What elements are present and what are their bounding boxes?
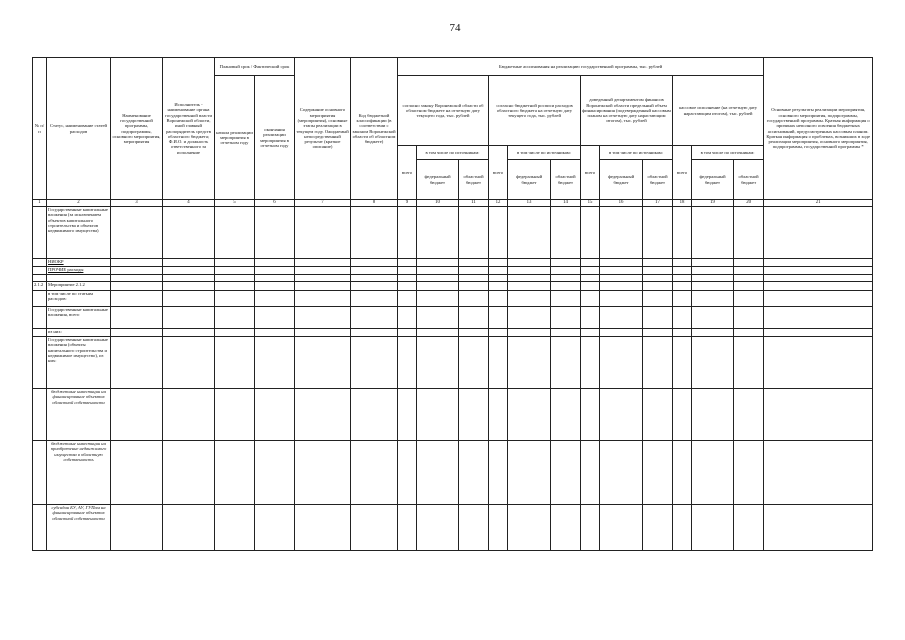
header-incl-list: в том числе по источникам:: [508, 146, 581, 160]
header-regional-law: областной бюджет: [459, 160, 489, 200]
header-content: Содержание основного мероприятия (мероприятия), основные этапы реализации в текущем году. Ожидаемый непосредственный результат (краткое описание): [295, 58, 351, 200]
header-cash: кассовое исполнение (на отчетную дату нарастающим итогом), тыс. рублей: [673, 76, 764, 146]
header-law: согласно закону Воронежской области об областном бюджете на отчетную дату текущего года, тыс. рублей: [398, 76, 489, 146]
header-no: № п/п: [33, 58, 47, 200]
column-number: 11: [459, 200, 489, 207]
row-number: 2.1.2: [33, 282, 47, 291]
header-federal-list: федеральный бюджет: [508, 160, 551, 200]
header-incl-financed: в том числе по источникам:: [600, 146, 673, 160]
row-number: [33, 259, 47, 267]
row-label: субсидии БУ, АУ, ГУПам на финансирование объектов областной собственности: [47, 505, 111, 551]
column-numbers-row: [33, 200, 873, 207]
table-row: [33, 389, 873, 441]
row-label: НИОКР: [47, 259, 111, 267]
table-row: [33, 207, 873, 259]
row-label: ПРОЧИЕ расходы: [47, 267, 111, 275]
row-number: [33, 291, 47, 307]
row-label: из них:: [47, 329, 111, 337]
header-executor: Исполнитель - наименование органа государственной власти Воронежской области, иной главный распорядитель средств областного бюджета; Ф.И.О. и должность ответственного за исполнение: [163, 58, 215, 200]
row-label: в том числе по статьям расходов:: [47, 291, 111, 307]
column-number: 13: [508, 200, 551, 207]
header-incl-cash: в том числе по источникам:: [692, 146, 764, 160]
row-number: [33, 441, 47, 505]
header-funds-group: Бюджетные ассигнования на реализацию государственной программы, тыс. рублей: [398, 58, 764, 76]
column-number: 7: [295, 200, 351, 207]
header-end: окончания реализации мероприятия в отчетном году: [255, 76, 295, 200]
column-number: 8: [351, 200, 398, 207]
page-number: 74: [449, 22, 461, 34]
header-regional-financed: областной бюджет: [643, 160, 673, 200]
table-row: [33, 307, 873, 329]
column-number: 19: [692, 200, 734, 207]
table-row: [33, 505, 873, 551]
header-federal-law: федеральный бюджет: [417, 160, 459, 200]
row-number: [33, 329, 47, 337]
header-total-list: всего: [489, 146, 508, 200]
header-list: согласно бюджетной росписи расходов областного бюджета на отчетную дату текущего года, тыс. рублей: [489, 76, 581, 146]
table-row: [33, 282, 873, 291]
column-number: 6: [255, 200, 295, 207]
header-status: Статус, наименование статей расходов: [47, 58, 111, 200]
header-total-law: всего: [398, 146, 417, 200]
header-start: начала реализации мероприятия в отчетном году: [215, 76, 255, 200]
column-number: 20: [734, 200, 764, 207]
row-number: [33, 307, 47, 329]
budget-report-table: [32, 57, 873, 551]
table-row: [33, 441, 873, 505]
column-number: 2: [47, 200, 111, 207]
row-number: [33, 207, 47, 259]
header-program: Наименование государственной программы, подпрограммы, основного мероприятия, мероприятия: [111, 58, 163, 200]
header-kbk: Код бюджетной классификации (в соответствии с законом Воронежской области об областном бюджете): [351, 58, 398, 200]
header-regional-list: областной бюджет: [551, 160, 581, 200]
row-label: бюджетные инвестиции на финансирование объектов областной собственности: [47, 389, 111, 441]
table-row: [33, 259, 873, 267]
header-deadline-group: Плановый срок / Фактический срок: [215, 58, 295, 76]
column-number: 3: [111, 200, 163, 207]
column-number: 14: [551, 200, 581, 207]
header-results: Основные результаты реализации мероприятия, основного мероприятия, подпрограммы, государственной программы. Краткая информация о причинах неполного освоения бюджетных ассигнований, предусмотренных кассовым планом. Краткая информация о проблемах, возникших в ходе реализации мероприятия, основного мероприятия, подпрограммы, государственной программы *: [764, 58, 873, 200]
row-label: Государственные капитальные вложения, всего: [47, 307, 111, 329]
row-label: Государственные капитальные вложения (за исключением объектов капитального строительства и объектов недвижимого имущества): [47, 207, 111, 259]
column-number: 18: [673, 200, 692, 207]
column-number: 15: [581, 200, 600, 207]
row-number: [33, 267, 47, 275]
column-number: 16: [600, 200, 643, 207]
header-federal-cash: федеральный бюджет: [692, 160, 734, 200]
row-number: [33, 337, 47, 389]
table-row: [33, 267, 873, 275]
column-number: 4: [163, 200, 215, 207]
row-label: бюджетные инвестиции на приобретение недвижимого имущества в областную собственность: [47, 441, 111, 505]
header-federal-financed: федеральный бюджет: [600, 160, 643, 200]
column-number: 17: [643, 200, 673, 207]
header-incl-law: в том числе по источникам:: [417, 146, 489, 160]
column-number: 9: [398, 200, 417, 207]
row-label: Государственные капитальные вложения (объекты капитального строительства и недвижимое имущество), из них:: [47, 337, 111, 389]
row-number: [33, 389, 47, 441]
header-financed: доведенный департаментом финансов Воронежской области предельный объем финансирования (подтвержденный кассовым планом на отчетную дату нарастающим итогом), тыс. рублей: [581, 76, 673, 146]
header-total-financed: всего: [581, 146, 600, 200]
table-row: [33, 329, 873, 337]
column-number: 21: [764, 200, 873, 207]
column-number: 1: [33, 200, 47, 207]
table-row: [33, 337, 873, 389]
row-number: [33, 505, 47, 551]
column-number: 5: [215, 200, 255, 207]
column-number: 12: [489, 200, 508, 207]
header-total-cash: всего: [673, 146, 692, 200]
column-number: 10: [417, 200, 459, 207]
row-label: Мероприятие 2.1.2: [47, 282, 111, 291]
header-regional-cash: областной бюджет: [734, 160, 764, 200]
table-row: [33, 291, 873, 307]
